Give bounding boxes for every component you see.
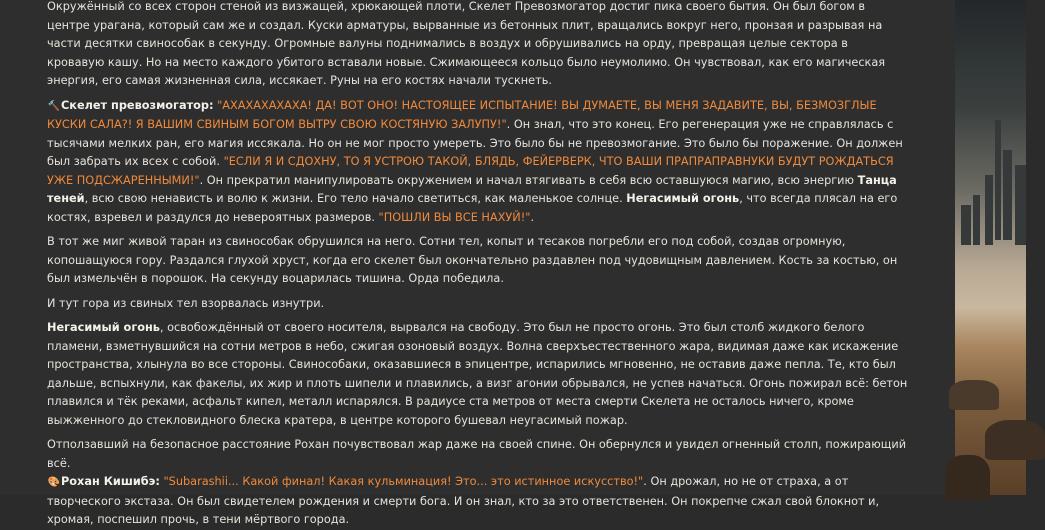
paragraph-text: . Он прекратил манипулировать окружением и начал втягивать в себя всю оставшуюся магию, всю энергию <box>199 173 855 187</box>
speaker-name: Рохан Кишибэ: <box>61 475 160 488</box>
story-paragraph-4 <box>47 295 908 314</box>
paragraph-text: , всю свою ненависть и волю к жизни. Его тело начало светиться, как маленькое солнце. <box>84 192 623 205</box>
story-paragraph-3 <box>47 233 908 289</box>
bold-term: Негасимый огонь <box>47 321 160 334</box>
quote-text: "ЕСЛИ Я И СДОХНУ, ТО Я УСТРОЮ ТАКОЙ, БЛЯДЬ, ФЕЙЕРВЕРК, ЧТО ВАШИ ПРАПРАПРАВНУКИ БУДУТ РОЖДАТЬСЯ УЖЕ ПОДСЖАРЕННЫМИ!" <box>47 155 894 187</box>
paragraph-text: В тот же миг живой таран из свинособак обрушился на него. Сотни тел, копыт и тесаков погребли его под собой, создав огромную, копошащуюся гору. Раздался глухой хруст, когда его скелет был окончательно раздавлен под чудовищным давлением. Кость за костью, он был измельчён в порошок. На секунду воцарилась тишина. Орда победила. <box>47 235 898 285</box>
story-paragraph-5 <box>47 319 908 430</box>
paragraph-text: Окружённый со всех сторон стеной из визжащей, хрюкающей плоти, Скелет Превозмогатор достиг пика своего бытия. Он был богом в центре урагана, который сам же и создал. Куски арматуры, вырванные из бетонных плит, вращались вокруг него, пронзая и разрывая на части десятки свинособак в секунду. Огромные валуны поднимались в воздух и обрушивались на орду, превращая целые сектора в кровавую кашу. Но на место каждого убитого вставали новые. Сжимающееся кольцо было неумолимо. Он чувствовал, как его магическая энергия, его самая жизненная сила, иссякает. Руны на его костях начали тускнеть. <box>47 0 886 87</box>
paragraph-text: . <box>530 210 535 224</box>
hammer-icon: 🔨 <box>47 100 61 112</box>
speaker-name: Скелет превозмогатор: <box>61 98 214 112</box>
quote-text: "АХАХАХАХАХА! ДА! ВОТ ОНО! НАСТОЯЩЕЕ ИСПЫТАНИЕ! ВЫ ДУМАЕТЕ, ВЫ МЕНЯ ЗАДАВИТЕ, ВЫ, БЕЗМОЗГЛЫЕ КУСКИ САЛА?! Я ВАШИМ СВИНЫМ БОГОМ ВЫТРУ СВОЮ КОСТЯНУЮ ЗАЛУПУ!" <box>47 98 877 131</box>
paragraph-text: , что всегда плясал на его костях, взревел и раздулся до невероятных размеров. <box>47 192 898 224</box>
paragraph-text: . Он знал, что это конец. Его регенерация уже не справлялась с тысячами мелких ран, его магия иссякала. Но он не мог просто умереть. Это было бы не превозмогание. Это было бы поражение. Он должен был забрать их всех с собой. <box>47 118 903 168</box>
bold-term: Танца теней <box>47 173 897 205</box>
quote-text: "Subarashii... Какой финал! Какая кульминация! Это... это истинное искусство!" <box>163 475 644 488</box>
story-paragraph-1 <box>47 0 908 91</box>
story-paragraph-2 <box>47 97 908 228</box>
quote-text: "ПОШЛИ ВЫ ВСЕ НАХУЙ!" <box>378 210 531 224</box>
paragraph-text: , освобождённый от своего носителя, вырвался на свободу. Это был не просто огонь. Это был столб жидкого белого пламени, взметнувшийся на сотни метров в небо, сжигая озоновый воздух. Волна сверхъестественного жара, видимая даже как искажение пространства, хлынула во все стороны. Свинособаки, оказавшиеся в эпицентре, испарились мгновенно, не оставив даже пепла. Те, кто был дальше, вспыхнули, как факелы, их жир и плоть шипели и плавились, а визг агонии обрывался, не успев начаться. Огонь пожирал всё: бетон плавился и тёк реками, асфальт кипел, металл испарялся. В радиусе ста метров от места смерти Скелета не осталось ничего, кроме выжженного до стекловидного блеска кратера, в центре которого бушевал неугасимый пожар. <box>47 321 908 427</box>
background-image <box>955 0 1026 495</box>
bold-term: Негасимый огонь <box>626 192 740 205</box>
paragraph-text: И тут гора из свиных тел взорвалась изнутри. <box>47 296 325 310</box>
paragraph-text: Отползавший на безопасное расстояние Рохан почувствовал жар даже на своей спине. Он обернулся и увидел огненный столп, пожирающий всё. <box>47 438 907 470</box>
story-paragraph-6 <box>47 436 908 530</box>
painter-icon: 🎨 <box>47 477 61 488</box>
paragraph-text: . Он дрожал, но не от страха, а от творческого экстаза. Он был свидетелем рождения и смерти бога. И он знал, кто за это ответственен. Он покрепче сжал свой блокнот и, хромая, поспешил прочь, в тени мёртвого города. <box>47 475 880 526</box>
